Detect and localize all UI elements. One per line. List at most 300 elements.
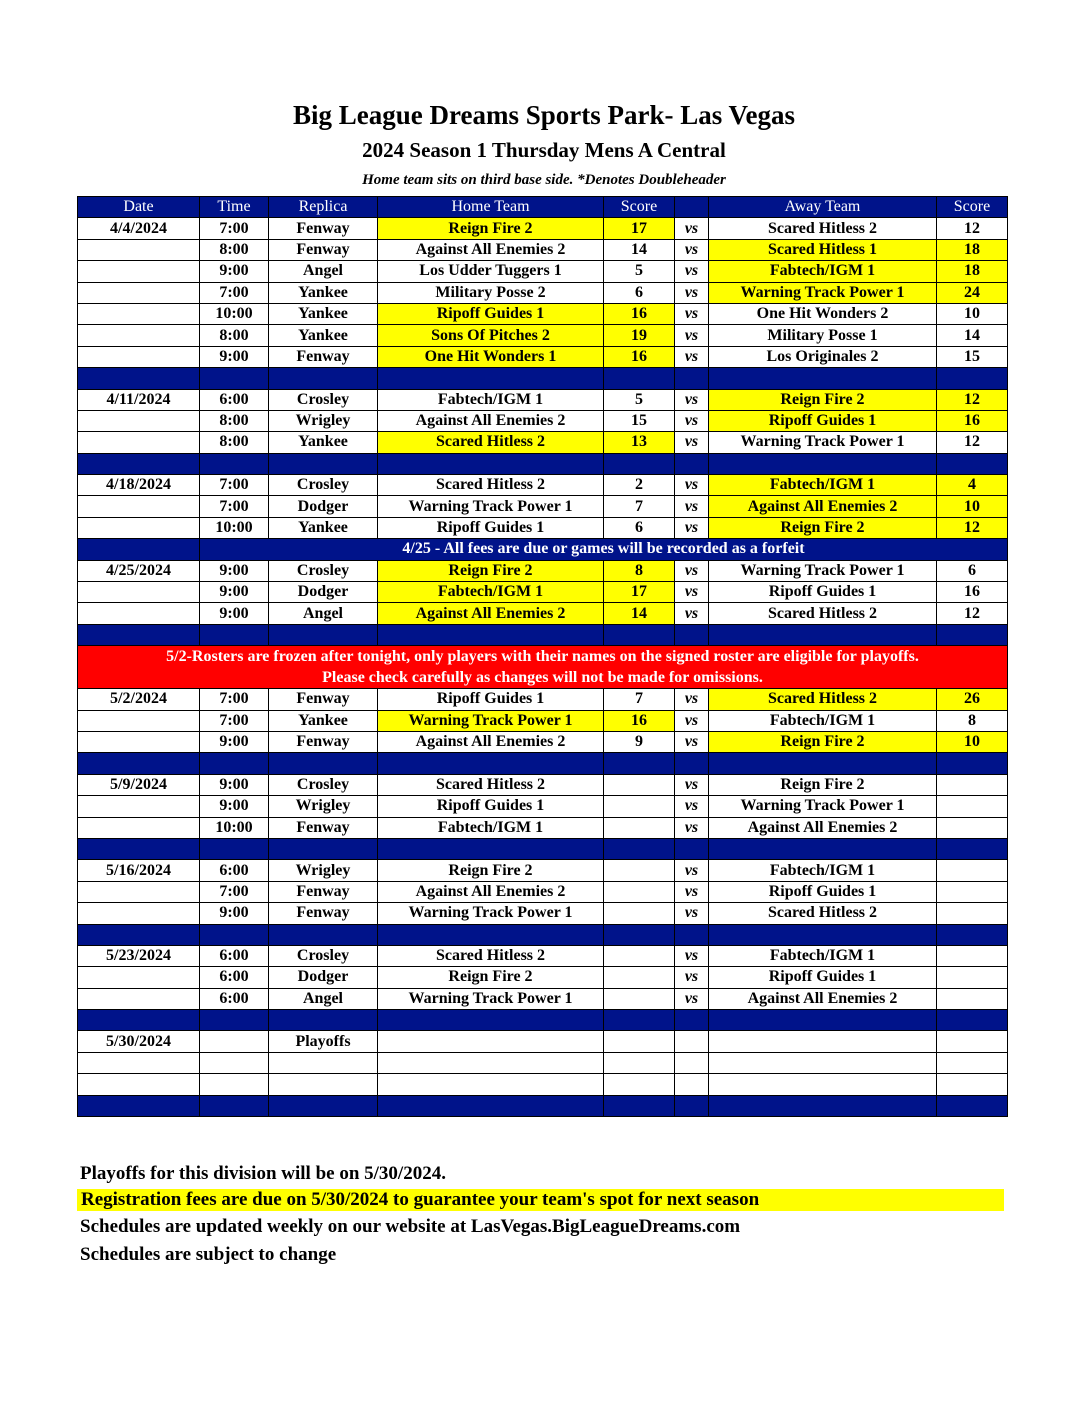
separator-cell	[937, 624, 1008, 645]
home-team-cell: Ripoff Guides 1	[378, 517, 604, 538]
date-cell	[78, 1074, 200, 1095]
separator-cell	[604, 1010, 675, 1031]
date-cell: 5/23/2024	[78, 945, 200, 966]
home-team-cell: Fabtech/IGM 1	[378, 817, 604, 838]
date-cell	[78, 303, 200, 324]
home-score-cell: 5	[604, 261, 675, 282]
footer-change-note: Schedules are subject to change	[80, 1244, 337, 1265]
home-team-cell: Scared Hitless 2	[378, 774, 604, 795]
time-cell: 10:00	[200, 517, 269, 538]
separator-cell	[269, 753, 378, 774]
vs-cell: vs	[675, 346, 709, 367]
away-score-cell	[937, 988, 1008, 1009]
vs-cell: vs	[675, 303, 709, 324]
away-team-cell: Fabtech/IGM 1	[709, 710, 937, 731]
separator-cell	[675, 368, 709, 389]
table-row	[78, 689, 1008, 710]
vs-cell: vs	[675, 710, 709, 731]
home-team-cell: One Hit Wonders 1	[378, 346, 604, 367]
table-row	[78, 710, 1008, 731]
time-cell: 6:00	[200, 945, 269, 966]
separator-cell	[709, 624, 937, 645]
header-home-team: Home Team	[378, 197, 604, 218]
home-score-cell: 9	[604, 731, 675, 752]
empty-cell	[675, 1052, 709, 1073]
vs-cell: vs	[675, 239, 709, 260]
away-team-cell: Warning Track Power 1	[709, 432, 937, 453]
vs-cell: vs	[675, 261, 709, 282]
replica-cell: Fenway	[269, 218, 378, 239]
time-cell: 8:00	[200, 410, 269, 431]
empty-cell	[709, 1052, 937, 1073]
vs-cell: vs	[675, 325, 709, 346]
home-score-cell	[604, 860, 675, 881]
time-cell: 9:00	[200, 582, 269, 603]
away-team-cell: Scared Hitless 2	[709, 603, 937, 624]
empty-cell	[378, 1031, 604, 1052]
header-replica: Replica	[269, 197, 378, 218]
separator-cell	[709, 924, 937, 945]
date-cell	[78, 239, 200, 260]
empty-cell	[604, 1052, 675, 1073]
home-score-cell: 8	[604, 560, 675, 581]
away-score-cell: 4	[937, 475, 1008, 496]
away-score-cell: 26	[937, 689, 1008, 710]
replica-cell	[269, 1052, 378, 1073]
vs-cell: vs	[675, 560, 709, 581]
empty-cell	[604, 1074, 675, 1095]
away-score-cell: 8	[937, 710, 1008, 731]
away-score-cell: 12	[937, 432, 1008, 453]
separator-cell	[604, 924, 675, 945]
date-cell	[78, 710, 200, 731]
separator-cell	[675, 924, 709, 945]
table-row	[78, 582, 1008, 603]
table-row	[78, 774, 1008, 795]
home-score-cell: 17	[604, 582, 675, 603]
away-team-cell: Scared Hitless 2	[709, 218, 937, 239]
date-cell	[78, 432, 200, 453]
date-cell	[78, 796, 200, 817]
replica-cell	[269, 1074, 378, 1095]
replica-cell: Fenway	[269, 239, 378, 260]
table-row	[78, 496, 1008, 517]
home-team-cell: Warning Track Power 1	[378, 496, 604, 517]
separator-cell	[937, 1095, 1008, 1116]
separator-cell	[604, 1095, 675, 1116]
separator-cell	[937, 453, 1008, 474]
home-score-cell: 14	[604, 239, 675, 260]
separator-row	[78, 1010, 1008, 1031]
separator-cell	[709, 753, 937, 774]
replica-cell: Crosley	[269, 389, 378, 410]
table-row	[78, 988, 1008, 1009]
home-team-cell: Against All Enemies 2	[378, 881, 604, 902]
table-row	[78, 239, 1008, 260]
replica-cell: Fenway	[269, 903, 378, 924]
separator-row	[78, 924, 1008, 945]
away-score-cell: 18	[937, 239, 1008, 260]
table-row	[78, 903, 1008, 924]
table-row	[78, 432, 1008, 453]
home-score-cell: 5	[604, 389, 675, 410]
footer-playoffs-note: Playoffs for this division will be on 5/30/2024.	[80, 1163, 446, 1184]
empty-cell	[675, 1031, 709, 1052]
table-row	[78, 346, 1008, 367]
home-team-cell: Reign Fire 2	[378, 218, 604, 239]
time-cell: 6:00	[200, 860, 269, 881]
home-team-cell: Reign Fire 2	[378, 560, 604, 581]
separator-cell	[378, 453, 604, 474]
home-team-cell: Warning Track Power 1	[378, 988, 604, 1009]
home-score-cell: 6	[604, 282, 675, 303]
replica-cell: Crosley	[269, 560, 378, 581]
separator-cell	[709, 1095, 937, 1116]
away-team-cell: Los Originales 2	[709, 346, 937, 367]
vs-cell: vs	[675, 496, 709, 517]
replica-cell: Yankee	[269, 303, 378, 324]
empty-cell	[937, 1052, 1008, 1073]
date-cell: 4/25/2024	[78, 560, 200, 581]
header-vs	[675, 197, 709, 218]
replica-cell: Wrigley	[269, 796, 378, 817]
home-score-cell	[604, 903, 675, 924]
home-score-cell: 16	[604, 346, 675, 367]
away-team-cell: Scared Hitless 2	[709, 689, 937, 710]
replica-cell: Dodger	[269, 967, 378, 988]
separator-cell	[378, 924, 604, 945]
away-score-cell	[937, 817, 1008, 838]
date-cell	[78, 881, 200, 902]
time-cell: 6:00	[200, 988, 269, 1009]
replica-cell: Fenway	[269, 817, 378, 838]
table-row	[78, 796, 1008, 817]
home-team-cell: Scared Hitless 2	[378, 432, 604, 453]
replica-cell: Yankee	[269, 325, 378, 346]
separator-cell	[937, 368, 1008, 389]
table-row	[78, 881, 1008, 902]
away-team-cell: Ripoff Guides 1	[709, 410, 937, 431]
table-row	[78, 325, 1008, 346]
away-score-cell: 15	[937, 346, 1008, 367]
empty-cell	[709, 1074, 937, 1095]
date-cell	[78, 261, 200, 282]
away-team-cell: Warning Track Power 1	[709, 796, 937, 817]
home-score-cell	[604, 988, 675, 1009]
away-score-cell	[937, 945, 1008, 966]
replica-cell: Angel	[269, 261, 378, 282]
time-cell: 9:00	[200, 796, 269, 817]
table-row	[78, 389, 1008, 410]
replica-cell: Yankee	[269, 517, 378, 538]
separator-row	[78, 1095, 1008, 1116]
separator-cell	[78, 924, 200, 945]
away-team-cell: Reign Fire 2	[709, 389, 937, 410]
away-score-cell: 12	[937, 389, 1008, 410]
time-cell: 8:00	[200, 239, 269, 260]
away-team-cell: Against All Enemies 2	[709, 496, 937, 517]
date-cell: 5/16/2024	[78, 860, 200, 881]
date-cell	[78, 903, 200, 924]
replica-cell: Dodger	[269, 496, 378, 517]
away-team-cell: Ripoff Guides 1	[709, 582, 937, 603]
separator-cell	[78, 1095, 200, 1116]
home-team-cell: Ripoff Guides 1	[378, 303, 604, 324]
home-score-cell: 7	[604, 689, 675, 710]
separator-cell	[269, 624, 378, 645]
separator-cell	[675, 1010, 709, 1031]
away-score-cell	[937, 903, 1008, 924]
time-cell: 6:00	[200, 967, 269, 988]
vs-cell: vs	[675, 967, 709, 988]
fees-banner-text: 4/25 - All fees are due or games will be recorded as a forfeit	[200, 539, 1008, 560]
home-team-cell: Against All Enemies 2	[378, 731, 604, 752]
date-cell	[78, 496, 200, 517]
away-score-cell: 10	[937, 731, 1008, 752]
separator-row	[78, 838, 1008, 859]
vs-cell: vs	[675, 860, 709, 881]
table-row	[78, 967, 1008, 988]
table-header-row	[78, 197, 1008, 218]
home-score-cell: 7	[604, 496, 675, 517]
header-away-score: Score	[937, 197, 1008, 218]
roster-alert-line1: 5/2-Rosters are frozen after tonight, only players with their names on the signed roster are eligible for playoffs.	[166, 648, 919, 666]
time-cell: 10:00	[200, 817, 269, 838]
away-score-cell: 6	[937, 560, 1008, 581]
separator-cell	[604, 453, 675, 474]
home-score-cell	[604, 967, 675, 988]
table-row	[78, 1074, 1008, 1095]
table-row	[78, 1052, 1008, 1073]
table-row	[78, 218, 1008, 239]
roster-alert-row	[78, 646, 1008, 689]
away-team-cell: Military Posse 1	[709, 325, 937, 346]
separator-cell	[709, 838, 937, 859]
vs-cell: vs	[675, 945, 709, 966]
away-team-cell: Warning Track Power 1	[709, 282, 937, 303]
away-team-cell: Scared Hitless 1	[709, 239, 937, 260]
separator-cell	[937, 1010, 1008, 1031]
separator-cell	[937, 753, 1008, 774]
home-score-cell: 19	[604, 325, 675, 346]
time-cell: 8:00	[200, 325, 269, 346]
empty-cell	[378, 1074, 604, 1095]
home-score-cell: 2	[604, 475, 675, 496]
date-cell	[78, 731, 200, 752]
time-cell	[200, 1074, 269, 1095]
replica-cell: Fenway	[269, 689, 378, 710]
time-cell	[200, 1031, 269, 1052]
separator-cell	[200, 924, 269, 945]
date-cell	[78, 582, 200, 603]
home-team-cell: Scared Hitless 2	[378, 945, 604, 966]
vs-cell: vs	[675, 582, 709, 603]
away-team-cell: Against All Enemies 2	[709, 988, 937, 1009]
separator-cell	[937, 924, 1008, 945]
time-cell: 7:00	[200, 710, 269, 731]
vs-cell: vs	[675, 796, 709, 817]
separator-cell	[604, 624, 675, 645]
away-score-cell: 10	[937, 496, 1008, 517]
page-title: Big League Dreams Sports Park- Las Vegas	[292, 100, 796, 130]
separator-cell	[604, 838, 675, 859]
footer-registration-note: Registration fees are due on 5/30/2024 to guarantee your team's spot for next season	[77, 1189, 1004, 1211]
time-cell: 9:00	[200, 903, 269, 924]
date-cell	[78, 603, 200, 624]
time-cell	[200, 1052, 269, 1073]
separator-cell	[709, 453, 937, 474]
separator-cell	[675, 453, 709, 474]
away-team-cell: Reign Fire 2	[709, 517, 937, 538]
table-row	[78, 1031, 1008, 1052]
separator-cell	[200, 753, 269, 774]
separator-cell	[269, 924, 378, 945]
table-row	[78, 517, 1008, 538]
empty-cell	[604, 1031, 675, 1052]
time-cell: 9:00	[200, 774, 269, 795]
away-team-cell: Fabtech/IGM 1	[709, 475, 937, 496]
table-row	[78, 282, 1008, 303]
empty-cell	[937, 1074, 1008, 1095]
home-score-cell	[604, 945, 675, 966]
separator-cell	[378, 753, 604, 774]
away-team-cell: Fabtech/IGM 1	[709, 261, 937, 282]
away-score-cell	[937, 881, 1008, 902]
separator-cell	[200, 624, 269, 645]
separator-cell	[269, 453, 378, 474]
vs-cell: vs	[675, 475, 709, 496]
date-cell: 4/4/2024	[78, 218, 200, 239]
empty-cell	[675, 1074, 709, 1095]
time-cell: 9:00	[200, 261, 269, 282]
away-team-cell: Warning Track Power 1	[709, 560, 937, 581]
separator-cell	[78, 753, 200, 774]
vs-cell: vs	[675, 731, 709, 752]
away-score-cell: 18	[937, 261, 1008, 282]
table-row	[78, 945, 1008, 966]
separator-cell	[78, 838, 200, 859]
time-cell: 7:00	[200, 218, 269, 239]
table-row	[78, 560, 1008, 581]
time-cell: 9:00	[200, 603, 269, 624]
separator-cell	[78, 1010, 200, 1031]
home-score-cell: 17	[604, 218, 675, 239]
separator-cell	[675, 1095, 709, 1116]
separator-row	[78, 453, 1008, 474]
banner-spacer	[78, 539, 200, 560]
vs-cell: vs	[675, 689, 709, 710]
time-cell: 9:00	[200, 731, 269, 752]
date-cell	[78, 988, 200, 1009]
vs-cell: vs	[675, 988, 709, 1009]
date-cell	[78, 325, 200, 346]
date-cell: 5/30/2024	[78, 1031, 200, 1052]
away-score-cell	[937, 774, 1008, 795]
home-score-cell: 16	[604, 303, 675, 324]
vs-cell: vs	[675, 432, 709, 453]
replica-cell: Crosley	[269, 475, 378, 496]
roster-alert-line2: Please check carefully as changes will not be made for omissions.	[322, 669, 763, 687]
home-team-cell: Ripoff Guides 1	[378, 689, 604, 710]
separator-cell	[78, 453, 200, 474]
home-team-cell: Fabtech/IGM 1	[378, 389, 604, 410]
vs-cell: vs	[675, 389, 709, 410]
fees-banner-row	[78, 539, 1008, 560]
replica-cell: Fenway	[269, 346, 378, 367]
replica-cell: Yankee	[269, 282, 378, 303]
replica-cell: Wrigley	[269, 860, 378, 881]
separator-cell	[200, 453, 269, 474]
home-score-cell	[604, 881, 675, 902]
header-home-score: Score	[604, 197, 675, 218]
separator-row	[78, 753, 1008, 774]
away-score-cell: 16	[937, 582, 1008, 603]
separator-cell	[709, 1010, 937, 1031]
separator-cell	[200, 1095, 269, 1116]
separator-cell	[269, 1095, 378, 1116]
vs-cell: vs	[675, 603, 709, 624]
footer-website-note: Schedules are updated weekly on our website at LasVegas.BigLeagueDreams.com	[80, 1216, 741, 1237]
replica-cell: Wrigley	[269, 410, 378, 431]
date-cell	[78, 517, 200, 538]
date-cell	[78, 967, 200, 988]
time-cell: 7:00	[200, 689, 269, 710]
away-team-cell: One Hit Wonders 2	[709, 303, 937, 324]
replica-cell: Crosley	[269, 945, 378, 966]
replica-cell: Yankee	[269, 432, 378, 453]
separator-cell	[200, 838, 269, 859]
home-team-cell: Los Udder Tuggers 1	[378, 261, 604, 282]
away-score-cell	[937, 967, 1008, 988]
away-team-cell: Reign Fire 2	[709, 731, 937, 752]
replica-cell: Dodger	[269, 582, 378, 603]
separator-cell	[200, 1010, 269, 1031]
away-score-cell: 24	[937, 282, 1008, 303]
date-cell	[78, 282, 200, 303]
vs-cell: vs	[675, 282, 709, 303]
schedule-body	[78, 218, 1008, 1117]
separator-cell	[269, 838, 378, 859]
replica-cell: Angel	[269, 988, 378, 1009]
home-team-cell: Scared Hitless 2	[378, 475, 604, 496]
time-cell: 7:00	[200, 496, 269, 517]
table-row	[78, 410, 1008, 431]
table-row	[78, 731, 1008, 752]
separator-row	[78, 368, 1008, 389]
home-team-cell: Military Posse 2	[378, 282, 604, 303]
date-cell: 4/18/2024	[78, 475, 200, 496]
away-team-cell: Scared Hitless 2	[709, 903, 937, 924]
date-cell	[78, 817, 200, 838]
away-team-cell: Ripoff Guides 1	[709, 967, 937, 988]
home-team-cell: Sons Of Pitches 2	[378, 325, 604, 346]
time-cell: 6:00	[200, 389, 269, 410]
time-cell: 9:00	[200, 346, 269, 367]
date-cell: 5/2/2024	[78, 689, 200, 710]
home-team-cell: Against All Enemies 2	[378, 410, 604, 431]
replica-cell: Angel	[269, 603, 378, 624]
roster-alert-banner	[78, 646, 1008, 689]
vs-cell: vs	[675, 817, 709, 838]
header-away-team: Away Team	[709, 197, 937, 218]
vs-cell: vs	[675, 881, 709, 902]
replica-cell: Fenway	[269, 881, 378, 902]
replica-cell: Crosley	[269, 774, 378, 795]
date-cell: 4/11/2024	[78, 389, 200, 410]
home-score-cell: 13	[604, 432, 675, 453]
away-team-cell: Fabtech/IGM 1	[709, 860, 937, 881]
time-cell: 7:00	[200, 282, 269, 303]
